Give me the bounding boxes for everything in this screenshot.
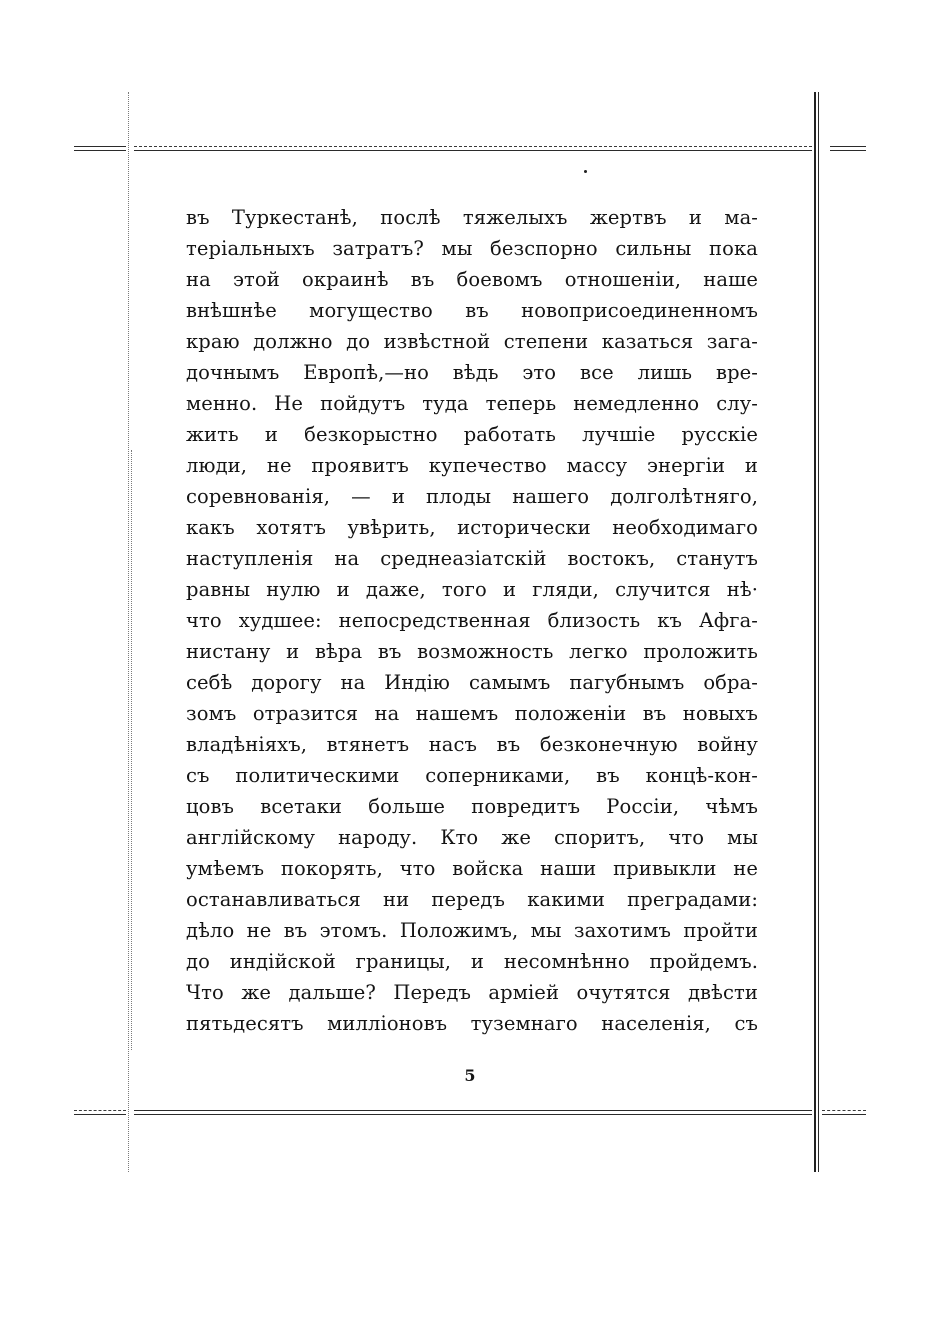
text-line: дочнымъ Европѣ,—но вѣдь это все лишь вре- — [186, 361, 758, 384]
text-line: цовъ всетаки больше повредитъ Россіи, чѣмъ — [186, 795, 758, 818]
print-mark — [584, 170, 587, 173]
text-line: англійскому народу. Кто же споритъ, что мы — [186, 826, 758, 849]
text-line: равны нулю и даже, того и гляди, случится нѣ· — [186, 578, 758, 601]
top-rule-main — [134, 146, 812, 147]
text-line: до индійской границы, и несомнѣнно пройдемъ. — [186, 950, 758, 973]
top-rule-right-lower — [830, 150, 866, 151]
top-rule-right — [830, 146, 866, 147]
text-line: останавливаться ни передъ какими преградами: — [186, 888, 758, 911]
text-line: теріальныхъ затратъ? мы безспорно сильны пока — [186, 237, 758, 260]
text-line: жить и безкорыстно работать лучшіе русскіе — [186, 423, 758, 446]
page-number: 5 — [464, 1066, 476, 1085]
text-line: наступленія на среднеазіатскій востокъ, станутъ — [186, 547, 758, 570]
text-line: зомъ отразится на нашемъ положеніи въ новыхъ — [186, 702, 758, 725]
text-line: какъ хотятъ увѣрить, исторически необходимаго — [186, 516, 758, 539]
text-line: на этой окраинѣ въ боевомъ отношеніи, наше — [186, 268, 758, 291]
top-rule-main-lower — [134, 150, 812, 151]
text-line: что худшее: непосредственная близость къ Афга- — [186, 609, 758, 632]
text-line: съ политическими соперниками, въ концѣ-кон- — [186, 764, 758, 787]
text-line: краю должно до извѣстной степени казаться зага- — [186, 330, 758, 353]
text-line: владѣніяхъ, втянетъ насъ въ безконечную войну — [186, 733, 758, 756]
text-line: менно. Не пойдутъ туда теперь немедленно слу- — [186, 392, 758, 415]
bottom-rule-left-lower — [74, 1114, 126, 1115]
bottom-rule-right-lower — [822, 1114, 866, 1115]
text-line: нистану и вѣра въ возможность легко проложить — [186, 640, 758, 663]
bottom-rule-right — [822, 1110, 866, 1111]
text-line: себѣ дорогу на Индію самымъ пагубнымъ обра- — [186, 671, 758, 694]
body-text — [186, 202, 758, 1039]
top-rule-left-lower — [74, 150, 126, 151]
text-line: въ Туркестанѣ, послѣ тяжелыхъ жертвъ и ма- — [186, 206, 758, 229]
text-line: дѣло не въ этомъ. Положимъ, мы захотимъ пройти — [186, 919, 758, 942]
bottom-rule-left — [74, 1110, 126, 1111]
text-line: Что же дальше? Передъ арміей очутятся двѣсти — [186, 981, 758, 1004]
text-line: пятьдесятъ милліоновъ туземнаго населенія, съ — [186, 1012, 758, 1035]
left-frame-line — [128, 92, 129, 1172]
text-line: внѣшнѣе могущество въ новоприсоединенномъ — [186, 299, 758, 322]
bottom-rule-main — [134, 1110, 812, 1111]
left-frame-line-inner — [131, 450, 132, 1050]
text-line: соревнованія, — и плоды нашего долголѣтняго, — [186, 485, 758, 508]
bottom-rule-main-lower — [134, 1114, 812, 1115]
right-frame-line — [814, 92, 816, 1172]
top-rule-left — [74, 146, 126, 147]
right-frame-line-inner — [818, 92, 819, 1172]
text-line: умѣемъ покорять, что войска наши привыкли не — [186, 857, 758, 880]
text-line: люди, не проявитъ купечество массу энергіи и — [186, 454, 758, 477]
